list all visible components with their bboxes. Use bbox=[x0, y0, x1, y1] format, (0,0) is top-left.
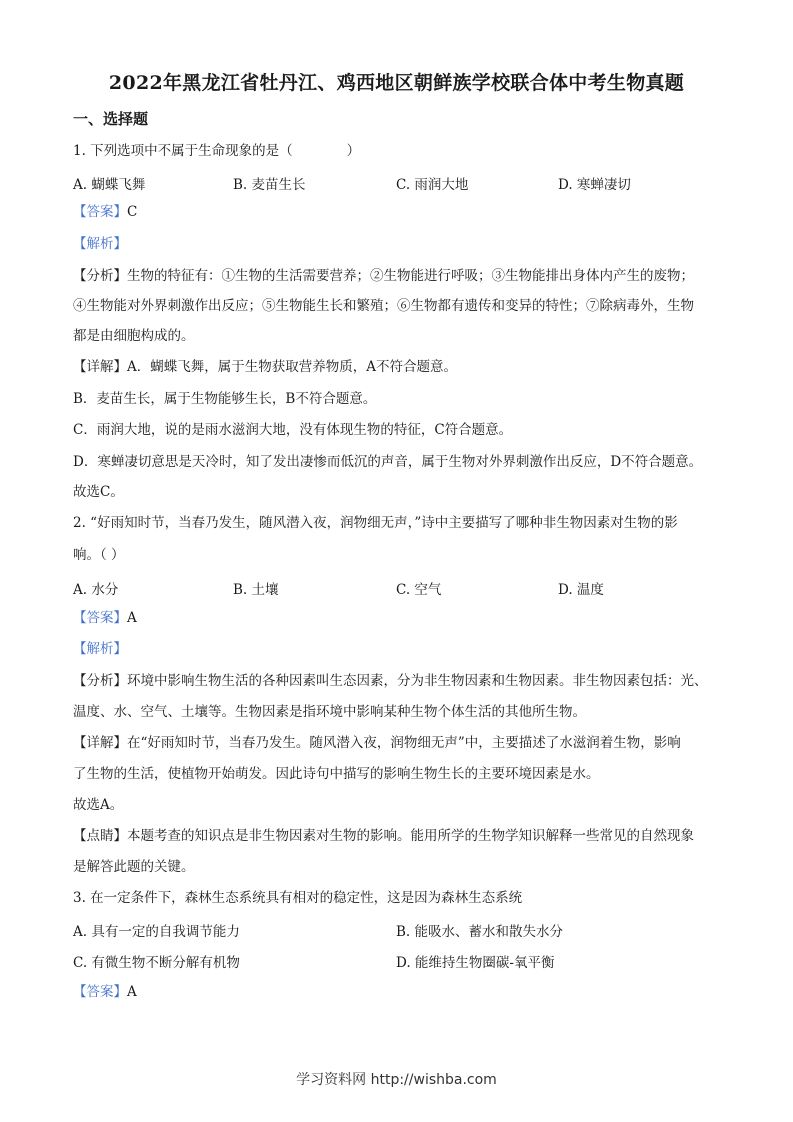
q2-analysis-tag bbox=[73, 640, 723, 658]
q1-fenxi-line-2: ④生物能对外界刺激作出反应；⑤生物能生长和繁殖；⑥生物都有遗传和变异的特性；⑦除病毒外，生物 bbox=[73, 298, 694, 314]
analysis-tag: 【解析】 bbox=[73, 236, 127, 252]
answer-value: C bbox=[127, 204, 138, 220]
q1-analysis-tag bbox=[73, 235, 723, 253]
answer-value: A bbox=[127, 984, 137, 1000]
q3-answer bbox=[73, 983, 723, 1001]
page-footer: 学习资料网 http://wishba.com bbox=[296, 1072, 497, 1088]
detail-tag: 【详解】 bbox=[73, 735, 127, 751]
answer-tag: 【答案】 bbox=[73, 204, 127, 220]
q2-dianjing-line-1 bbox=[73, 827, 723, 845]
section-heading: 一、选择题 bbox=[73, 110, 149, 128]
q1-fenxi-line-1 bbox=[73, 267, 723, 285]
q1-detail-line-1 bbox=[73, 358, 723, 376]
q2-fenxi-line-2: 温度、水、空气、土壤等。生物因素是指环境中影响某种生物个体生活的其他所生物。 bbox=[73, 704, 586, 720]
detail-text: A．蝴蝶飞舞，属于生物获取营养物质，A不符合题意。 bbox=[127, 359, 457, 375]
q1-detail-line-2: B．麦苗生长，属于生物能够生长，B不符合题意。 bbox=[73, 391, 377, 407]
q3-option-d: D. 能维持生物圈碳-氧平衡 bbox=[396, 955, 555, 971]
q3-option-a: A. 具有一定的自我调节能力 bbox=[73, 924, 240, 940]
q2-option-d: D. 温度 bbox=[558, 582, 604, 598]
answer-value: A bbox=[127, 610, 137, 626]
q2-option-c: C. 空气 bbox=[396, 582, 442, 598]
detail-text: 在“好雨知时节，当春乃发生。随风潜入夜，润物细无声”中，主要描述了水滋润着生物，影响 bbox=[127, 735, 681, 751]
q3-option-b: B. 能吸水、蓄水和散失水分 bbox=[396, 924, 564, 940]
q2-fenxi-line-1 bbox=[73, 672, 723, 690]
answer-tag: 【答案】 bbox=[73, 984, 127, 1000]
q1-stem: 1. 下列选项中不属于生命现象的是（ ） bbox=[73, 143, 361, 159]
q2-detail-line-2: 了生物的生活，使植物开始萌发。因此诗句中描写的影响生物生长的主要环境因素是水。 bbox=[73, 766, 600, 782]
q1-detail-line-4: D．寒蝉凄切意思是天冷时，知了发出凄惨而低沉的声音，属于生物对外界刺激作出反应，D不符合题意。 bbox=[73, 454, 703, 470]
q3-option-c: C. 有微生物不断分解有机物 bbox=[73, 955, 240, 971]
q3-stem: 3. 在一定条件下，森林生态系统具有相对的稳定性，这是因为森林生态系统 bbox=[73, 890, 523, 906]
fenxi-text: 环境中影响生物生活的各种因素叫生态因素，分为非生物因素和生物因素。非生物因素包括：光、 bbox=[127, 673, 708, 689]
q2-conclusion: 故选A。 bbox=[73, 797, 124, 813]
fenxi-tag: 【分析】 bbox=[73, 268, 127, 284]
q2-answer bbox=[73, 609, 723, 627]
q1-option-a: A. 蝴蝶飞舞 bbox=[73, 177, 146, 193]
q2-stem-line-2: 响。（ ） bbox=[73, 547, 125, 563]
page-title: 2022年黑龙江省牡丹江、鸡西地区朝鲜族学校联合体中考生物真题 bbox=[108, 72, 685, 94]
fenxi-tag: 【分析】 bbox=[73, 673, 127, 689]
q2-option-b: B. 土壤 bbox=[233, 582, 279, 598]
dianjing-text: 本题考查的知识点是非生物因素对生物的影响。能用所学的生物学知识解释一些常见的自然现象 bbox=[127, 828, 694, 844]
q1-answer bbox=[73, 203, 723, 221]
q1-fenxi-line-3: 都是由细胞构成的。 bbox=[73, 328, 195, 344]
dianjing-tag: 【点睛】 bbox=[73, 828, 127, 844]
q2-option-a: A. 水分 bbox=[73, 582, 119, 598]
q2-detail-line-1 bbox=[73, 734, 723, 752]
answer-tag: 【答案】 bbox=[73, 610, 127, 626]
q1-option-c: C. 雨润大地 bbox=[396, 177, 469, 193]
q1-option-d: D. 寒蝉凄切 bbox=[558, 177, 631, 193]
q2-stem-line-1: 2. “好雨知时节，当春乃发生，随风潜入夜，润物细无声，”诗中主要描写了哪种非生物因素对生物的影 bbox=[73, 515, 678, 531]
q2-dianjing-line-2: 是解答此题的关键。 bbox=[73, 859, 195, 875]
q1-detail-line-3: C．雨润大地，说的是雨水滋润大地，没有体现生物的特征，C符合题意。 bbox=[73, 422, 513, 438]
fenxi-text: 生物的特征有：①生物的生活需要营养；②生物能进行呼吸；③生物能排出身体内产生的废物； bbox=[127, 268, 694, 284]
analysis-tag: 【解析】 bbox=[73, 641, 127, 657]
q1-conclusion: 故选C。 bbox=[73, 484, 124, 500]
detail-tag: 【详解】 bbox=[73, 359, 127, 375]
q1-option-b: B. 麦苗生长 bbox=[233, 177, 306, 193]
